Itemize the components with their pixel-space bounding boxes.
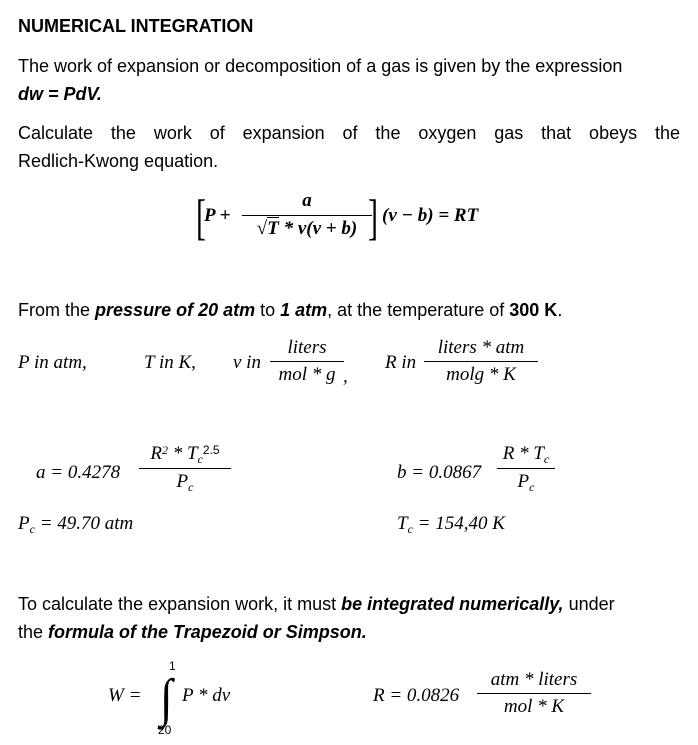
temperature-prefix: , at the temperature of <box>327 300 510 320</box>
critical-temperature <box>397 513 505 535</box>
denominator-rest: * v(v + b) <box>283 218 358 239</box>
r-constant-num: atm * liters <box>490 669 578 690</box>
sqrt-symbol: √ <box>256 218 268 239</box>
unit-r-fraction <box>424 337 538 386</box>
b-num-text: R * T <box>502 443 544 464</box>
integral-lhs: W = <box>108 685 142 706</box>
pressure-phrase: pressure of 20 atm <box>95 300 256 320</box>
unit-v-comma: , <box>343 366 348 387</box>
temperature-value: 300 K <box>509 300 558 320</box>
equation-numerator: a <box>302 190 312 211</box>
conditions-line <box>18 298 562 322</box>
tc-sub: c <box>407 522 413 536</box>
method-line-2 <box>18 620 367 644</box>
tc-symbol: T <box>397 513 408 534</box>
unit-p: P in atm, <box>18 352 87 373</box>
integrand: P * dv <box>182 685 231 706</box>
unit-r-num: liters * atm <box>437 337 525 358</box>
a-num-sub: c <box>197 452 203 466</box>
r-constant-den: mol * K <box>503 696 565 717</box>
constant-a-fraction <box>139 443 231 494</box>
constant-a-lhs: a = 0.4278 <box>36 462 121 483</box>
critical-pressure <box>18 513 133 535</box>
method-line-1-a: To calculate the expansion work, it must <box>18 594 342 614</box>
constant-a-den <box>139 471 231 494</box>
conditions-to: to <box>255 300 281 320</box>
unit-t: T in K, <box>144 352 196 373</box>
constant-b-bar <box>497 468 555 469</box>
intro-expression: dw = PdV. <box>18 84 102 104</box>
r-constant-fraction <box>477 669 591 718</box>
equation-p-term: P + <box>204 205 231 226</box>
unit-v-num: liters <box>287 337 327 358</box>
a-num-r: R <box>150 443 162 464</box>
b-num-sub: c <box>543 452 550 466</box>
equation-fraction-bar <box>242 215 372 216</box>
b-den-sub: c <box>529 480 535 494</box>
constant-a-num <box>139 443 231 466</box>
task-line-1: Calculate the work of expansion of the oxygen gas that obeys the <box>18 123 680 143</box>
r-constant-lhs: R = 0.0826 <box>373 685 460 706</box>
unit-v-prefix: v in <box>233 352 261 373</box>
intro-text: The work of expansion or decomposition of a gas is given by the expression <box>18 56 623 76</box>
pressure-end: 1 atm <box>280 300 328 320</box>
r-constant-bar <box>477 693 591 694</box>
conditions-from: From the <box>18 300 96 320</box>
unit-r-den: molg * K <box>446 364 516 385</box>
unit-v-fraction <box>270 337 344 386</box>
left-bracket: [ <box>196 189 206 245</box>
constant-b-den <box>497 471 555 494</box>
equation-denominator <box>242 218 372 240</box>
unit-v-bar <box>270 361 344 362</box>
method-line-1-b: be integrated numerically, <box>341 594 564 614</box>
method-line-2-a: the <box>18 622 49 642</box>
task-line-2: Redlich-Kwong equation. <box>18 151 219 171</box>
equation-rhs: (v − b) = RT <box>382 205 479 226</box>
a-num-sup: 2 <box>162 443 168 457</box>
pc-sub: c <box>29 522 35 536</box>
unit-v-den: mol * g <box>278 364 336 385</box>
a-den-p: P <box>176 471 189 492</box>
a-num-rest: * T <box>168 443 198 464</box>
constant-b-lhs: b = 0.0867 <box>397 462 482 483</box>
pc-value: = 49.70 atm <box>34 513 134 534</box>
integral-lower-limit: 20 <box>158 723 172 737</box>
a-num-exp: 2.5 <box>202 443 220 457</box>
constant-b-num <box>497 443 555 466</box>
method-line-1-c: under <box>563 594 615 614</box>
unit-r-bar <box>424 361 538 362</box>
conditions-end: . <box>557 300 563 320</box>
constant-a-bar <box>139 468 231 469</box>
sqrt-t: T <box>267 218 279 239</box>
a-den-sub: c <box>188 480 194 494</box>
redlich-kwong-equation <box>196 186 516 250</box>
pc-symbol: P <box>18 513 30 534</box>
method-line-2-b: formula of the Trapezoid or Simpson. <box>48 622 367 642</box>
integral-upper-limit: 1 <box>169 659 176 673</box>
right-bracket: ] <box>368 189 378 245</box>
constant-b-fraction <box>497 443 555 494</box>
tc-value: = 154,40 K <box>412 513 505 534</box>
b-den-p: P <box>517 471 530 492</box>
page-title: NUMERICAL INTEGRATION <box>18 16 254 36</box>
method-line-1 <box>18 592 615 616</box>
integral-sign: ∫ <box>160 668 173 728</box>
unit-r-prefix: R in <box>385 352 417 373</box>
